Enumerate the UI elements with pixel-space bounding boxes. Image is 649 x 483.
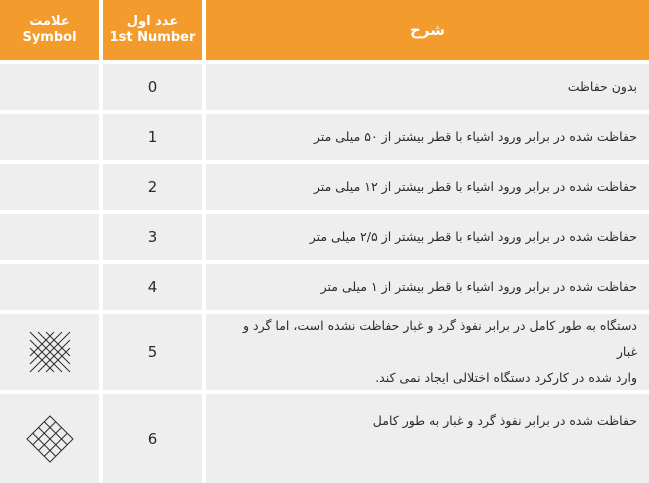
row-5-description-line1: دستگاه به طور کامل در برابر نفوذ گرد و غبار حفاظت نشده است، اما گرد و غبار (243, 318, 637, 359)
row-2-description-text: حفاظت شده در برابر ورود اشیاء با قطر بیشتر از ۱۲ میلی متر (313, 179, 637, 194)
row-2-number (103, 164, 202, 210)
row-2-symbol (0, 164, 99, 210)
header-number (103, 0, 202, 60)
row-1-number (103, 114, 202, 160)
header-symbol-fa: علامت (29, 13, 70, 29)
row-2-number-text: 2 (147, 178, 158, 196)
row-5-description-line2: وارد شده در کارکرد دستگاه اختلالی ایجاد نمی کند. (375, 370, 637, 385)
row-6-description-text: حفاظت شده در برابر نفوذ گرد و غبار به طور کامل (372, 413, 637, 428)
row-3-number-text: 3 (147, 228, 158, 246)
header-symbol (0, 0, 99, 60)
header-number-en: 1st Number (109, 30, 196, 45)
row-1-symbol (0, 114, 99, 160)
row-5-symbol (0, 314, 99, 390)
row-3-description (206, 214, 649, 260)
row-1-description (206, 114, 649, 160)
row-0-symbol (0, 64, 99, 110)
row-3-description-text: حفاظت شده در برابر ورود اشیاء با قطر بیشتر از ۲/۵ میلی متر (309, 229, 637, 244)
header-number-fa: عدد اول (126, 13, 179, 29)
dust-tight-icon (25, 414, 75, 464)
row-4-number-text: 4 (147, 278, 158, 296)
row-5-description (206, 314, 649, 390)
row-4-description-text: حفاظت شده در برابر ورود اشیاء با قطر بیشتر از ۱ میلی متر (320, 279, 637, 294)
row-4-description (206, 264, 649, 310)
row-1-description-text: حفاظت شده در برابر ورود اشیاء با قطر بیشتر از ۵۰ میلی متر (313, 129, 637, 144)
header-description-label: شرح (410, 21, 445, 39)
row-6-symbol (0, 394, 99, 483)
row-4-number (103, 264, 202, 310)
row-0-number (103, 64, 202, 110)
row-0-description-text: بدون حفاظت (567, 79, 637, 94)
row-0-description (206, 64, 649, 110)
row-0-number-text: 0 (147, 78, 158, 96)
row-6-description (206, 394, 649, 483)
row-1-number-text: 1 (147, 128, 158, 146)
row-5-number-text: 5 (147, 343, 158, 361)
dust-protected-icon (28, 330, 72, 374)
header-symbol-en: Symbol (22, 30, 77, 45)
row-3-symbol (0, 214, 99, 260)
header-description (206, 0, 649, 60)
row-6-number-text: 6 (147, 429, 158, 448)
row-6-number (103, 394, 202, 483)
row-4-symbol (0, 264, 99, 310)
row-5-number (103, 314, 202, 390)
row-3-number (103, 214, 202, 260)
row-2-description (206, 164, 649, 210)
